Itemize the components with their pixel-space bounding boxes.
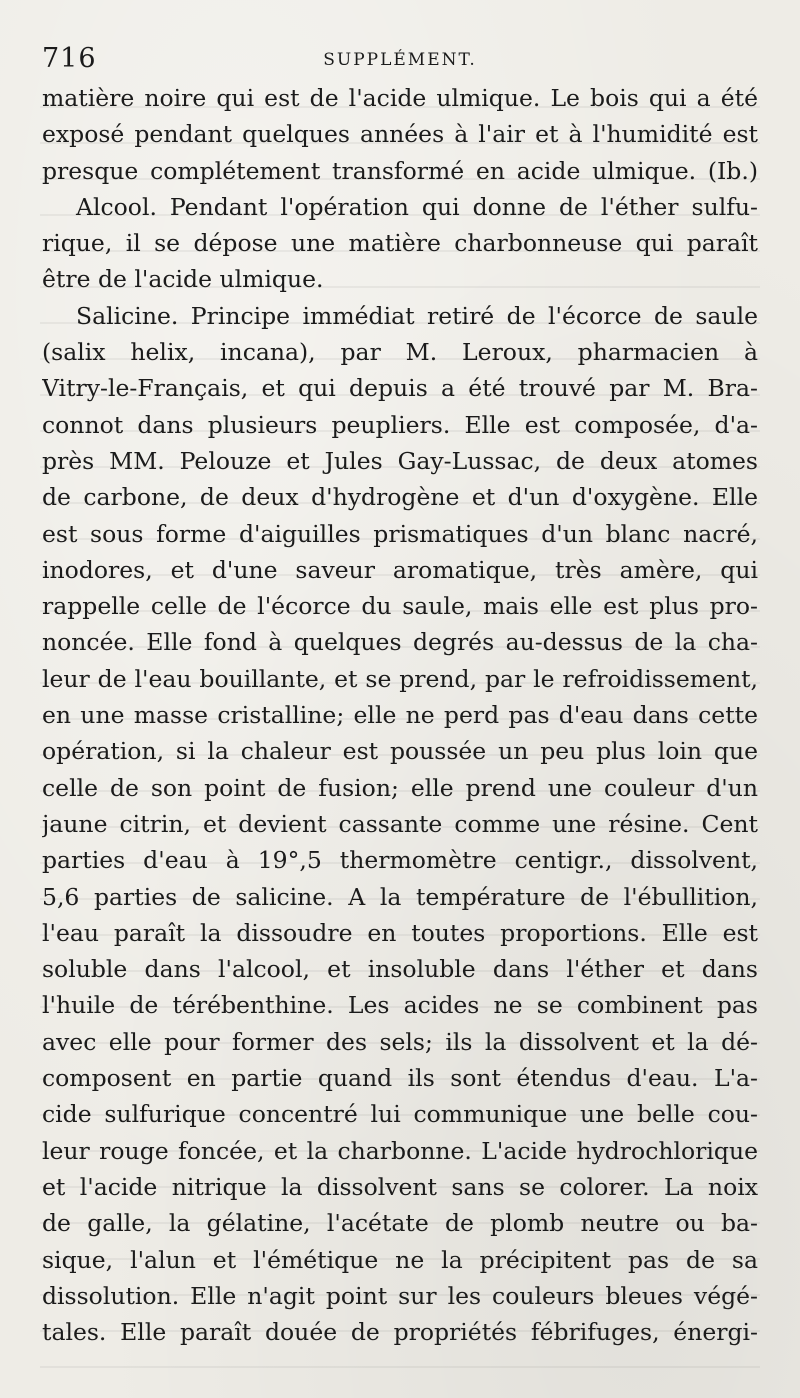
text-line: exposé pendant quelques années à l'air et à l'humidité est xyxy=(42,120,758,149)
page-header xyxy=(42,40,758,78)
text-line: presque complétement transformé en acide ulmique. (Ib.) xyxy=(42,156,758,185)
text-line: (salix helix, incana), par M. Leroux, pharmacien à xyxy=(42,338,758,367)
text-line: en une masse cristalline; elle ne perd pas d'eau dans cette xyxy=(42,701,758,730)
text-line: sique, l'alun et l'émétique ne la précipitent pas de sa xyxy=(42,1245,758,1274)
text-line: opération, si la chaleur est poussée un peu plus loin que xyxy=(42,737,758,766)
text-line: rappelle celle de l'écorce du saule, mais elle est plus pro- xyxy=(42,592,758,621)
text-line: matière noire qui est de l'acide ulmique. Le bois qui a été xyxy=(42,84,758,112)
text-line: de carbone, de deux d'hydrogène et d'un d'oxygène. Elle xyxy=(42,483,758,512)
text-line: de galle, la gélatine, l'acétate de plomb neutre ou ba- xyxy=(42,1209,758,1238)
text-line: inodores, et d'une saveur aromatique, très amère, qui xyxy=(42,555,758,584)
text-line: jaune citrin, et devient cassante comme une résine. Cent xyxy=(42,809,758,838)
text-line: est sous forme d'aiguilles prismatiques d'un blanc nacré, xyxy=(42,519,758,548)
text-line: dissolution. Elle n'agit point sur les couleurs bleues végé- xyxy=(42,1281,758,1310)
text-line: Vitry-le-Français, et qui depuis a été trouvé par M. Bra- xyxy=(42,374,758,403)
text-line: être de l'acide ulmique. xyxy=(42,265,324,294)
text-line: et l'acide nitrique la dissolvent sans se colorer. La noix xyxy=(42,1172,758,1201)
text-line: connot dans plusieurs peupliers. Elle est composée, d'a- xyxy=(42,410,758,439)
text-line: tales. Elle paraît douée de propriétés fébrifuges, énergi- xyxy=(42,1318,758,1347)
text-line: celle de son point de fusion; elle prend une couleur d'un xyxy=(42,773,758,802)
text-line: Salicine. Principe immédiat retiré de l'écorce de saule xyxy=(76,301,758,330)
text-line: leur de l'eau bouillante, et se prend, par le refroidissement, xyxy=(42,664,758,693)
text-line: leur rouge foncée, et la charbonne. L'acide hydrochlorique xyxy=(42,1136,758,1165)
text-line: 5,6 parties de salicine. A la température de l'ébullition, xyxy=(42,882,758,911)
body-text xyxy=(42,80,758,1350)
text-line: rique, il se dépose une matière charbonneuse qui paraît xyxy=(42,229,758,258)
text-line: l'eau paraît la dissoudre en toutes proportions. Elle est xyxy=(42,918,758,947)
running-head: SUPPLÉMENT. xyxy=(323,50,477,70)
text-line: Alcool. Pendant l'opération qui donne de l'éther sulfu- xyxy=(76,192,758,221)
text-line: près MM. Pelouze et Jules Gay-Lussac, de deux atomes xyxy=(42,446,758,475)
text-line: composent en partie quand ils sont étendus d'eau. L'a- xyxy=(42,1064,758,1093)
page-number: 716 xyxy=(42,43,97,74)
text-line: avec elle pour former des sels; ils la dissolvent et la dé- xyxy=(42,1027,758,1056)
text-line: l'huile de térébenthine. Les acides ne se combinent pas xyxy=(42,991,758,1020)
text-line: noncée. Elle fond à quelques degrés au-dessus de la cha- xyxy=(42,628,758,657)
text-line: parties d'eau à 19°,5 thermomètre centigr., dissolvent, xyxy=(42,846,758,875)
text-line: soluble dans l'alcool, et insoluble dans l'éther et dans xyxy=(42,955,758,984)
text-line: cide sulfurique concentré lui communique une belle cou- xyxy=(42,1100,758,1129)
